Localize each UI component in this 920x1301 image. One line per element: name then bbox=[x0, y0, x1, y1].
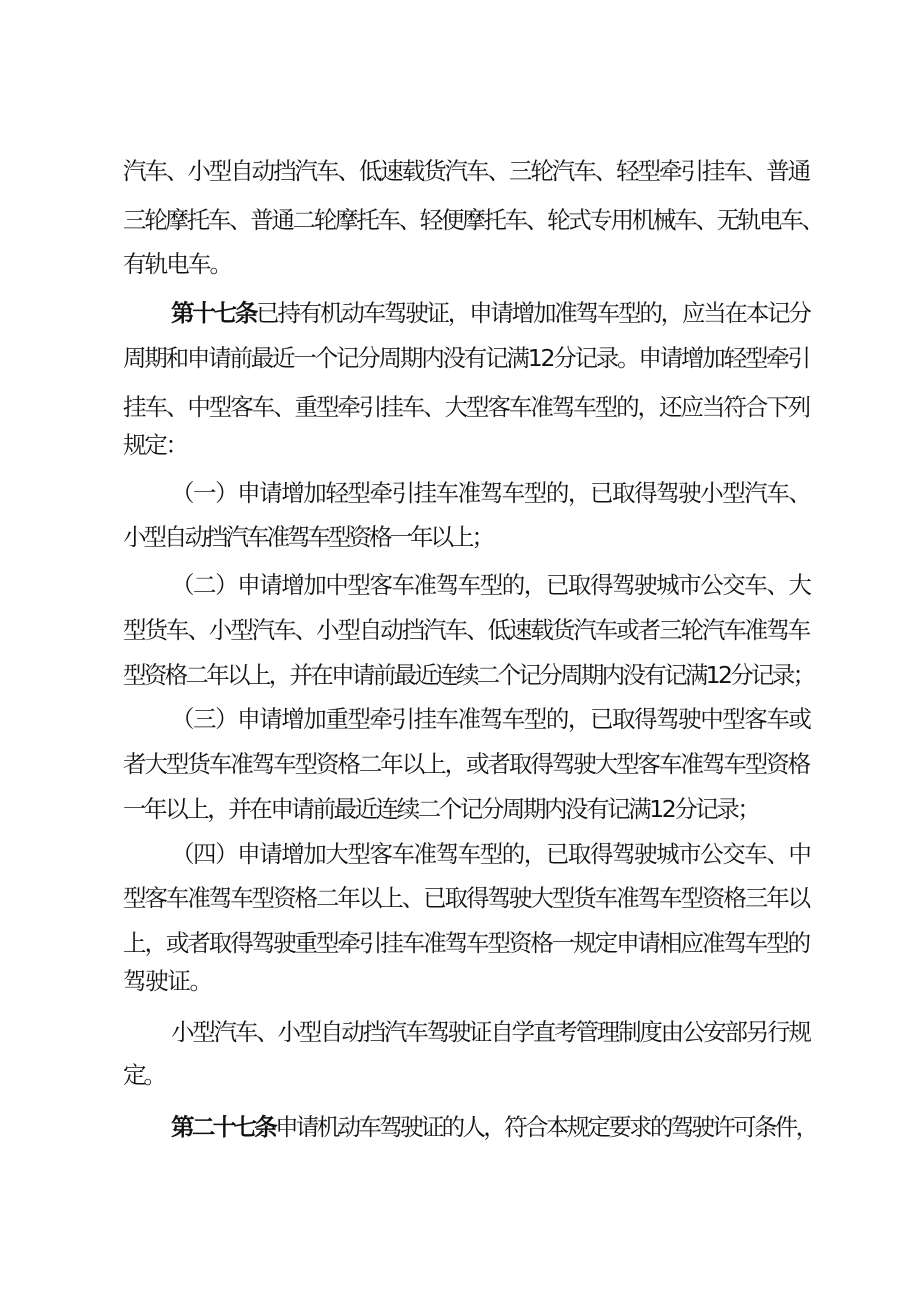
line-text: 规定： bbox=[123, 431, 187, 459]
article-17-heading-line bbox=[171, 293, 812, 333]
text-line-1 bbox=[123, 151, 811, 191]
article-27-heading-line bbox=[171, 1107, 819, 1147]
item-4-line-4 bbox=[123, 961, 213, 1001]
line-text: 有轨电车。 bbox=[123, 250, 232, 278]
line-text: 三轮摩托车、普通二轮摩托车、轻便摩托车、轮式专用机械车、无轨电车、 bbox=[123, 206, 823, 234]
text-line-7 bbox=[123, 425, 189, 465]
item-3-line-3 bbox=[123, 789, 761, 829]
item-2-line-1 bbox=[171, 565, 812, 605]
item-4-line-3 bbox=[123, 923, 811, 963]
item-2-line-2 bbox=[123, 610, 811, 650]
line-text: 定。 bbox=[123, 1061, 164, 1089]
line-text: 汽车、小型自动挡汽车、低速载货汽车、三轮汽车、轻型牵引挂车、普通 bbox=[123, 157, 810, 185]
text-line-21 bbox=[123, 1055, 167, 1095]
line-text: 小型汽车、小型自动挡汽车驾驶证自学直考管理制度由公安部另行规 bbox=[171, 1018, 810, 1046]
line-text: （二）申请增加中型客车准驾车型的，已取得驾驶城市公交车、大 bbox=[171, 571, 811, 599]
line-text: 已持有机动车驾驶证，申请增加准驾车型的，应当在本记分 bbox=[256, 299, 810, 327]
line-text: 小型自动挡汽车准驾车型资格一年以上； bbox=[123, 523, 492, 551]
line-text: 型货车、小型汽车、小型自动挡汽车、低速载货汽车或者三轮汽车准驾车 bbox=[123, 616, 810, 644]
line-text: （四）申请增加大型客车准驾车型的，已取得驾驶城市公交车、中 bbox=[171, 840, 811, 868]
text-line-5 bbox=[123, 338, 811, 378]
line-text: 者大型货车准驾车型资格二年以上，或者取得驾驶大型客车准驾车型资格 bbox=[123, 750, 810, 778]
line-text: 申请机动车驾驶证的人，符合本规定要求的驾驶许可条件， bbox=[275, 1113, 817, 1141]
item-4-line-1 bbox=[171, 834, 812, 874]
item-2-line-3 bbox=[123, 655, 816, 695]
article-number: 第二十七条 bbox=[171, 1113, 276, 1141]
line-text: 挂车、中型客车、重型牵引挂车、大型客车准驾车型的，还应当符合下列 bbox=[123, 393, 810, 421]
item-3-line-2 bbox=[123, 744, 811, 784]
line-text: 上，或者取得驾驶重型牵引挂车准驾车型资格一规定申请相应准驾车型的 bbox=[123, 929, 810, 957]
line-text: 型资格二年以上，并在申请前最近连续二个记分周期内没有记满12分记录； bbox=[123, 661, 814, 689]
item-1-line-1 bbox=[171, 473, 812, 513]
text-line-20 bbox=[171, 1012, 812, 1052]
item-3-line-1 bbox=[171, 699, 812, 739]
text-line-3 bbox=[123, 244, 233, 284]
line-text: 周期和申请前最近一个记分周期内没有记满12分记录。申请增加轻型牵引 bbox=[123, 344, 809, 372]
text-line-6 bbox=[123, 387, 811, 427]
item-4-line-2 bbox=[123, 878, 811, 918]
line-text: 驾驶证。 bbox=[123, 967, 212, 995]
text-line-2 bbox=[123, 200, 825, 240]
line-text: 型客车准驾车型资格二年以上、已取得驾驶大型货车准驾车型资格三年以 bbox=[123, 884, 810, 912]
line-text: （三）申请增加重型牵引挂车准驾车型的，已取得驾驶中型客车或 bbox=[171, 705, 811, 733]
line-text: （一）申请增加轻型牵引挂车准驾车型的，已取得驾驶小型汽车、 bbox=[171, 479, 811, 507]
item-1-line-2 bbox=[123, 517, 495, 557]
article-number: 第十七条 bbox=[171, 299, 257, 327]
line-text: 一年以上，并在申请前最近连续二个记分周期内没有记满12分记录； bbox=[123, 795, 759, 823]
